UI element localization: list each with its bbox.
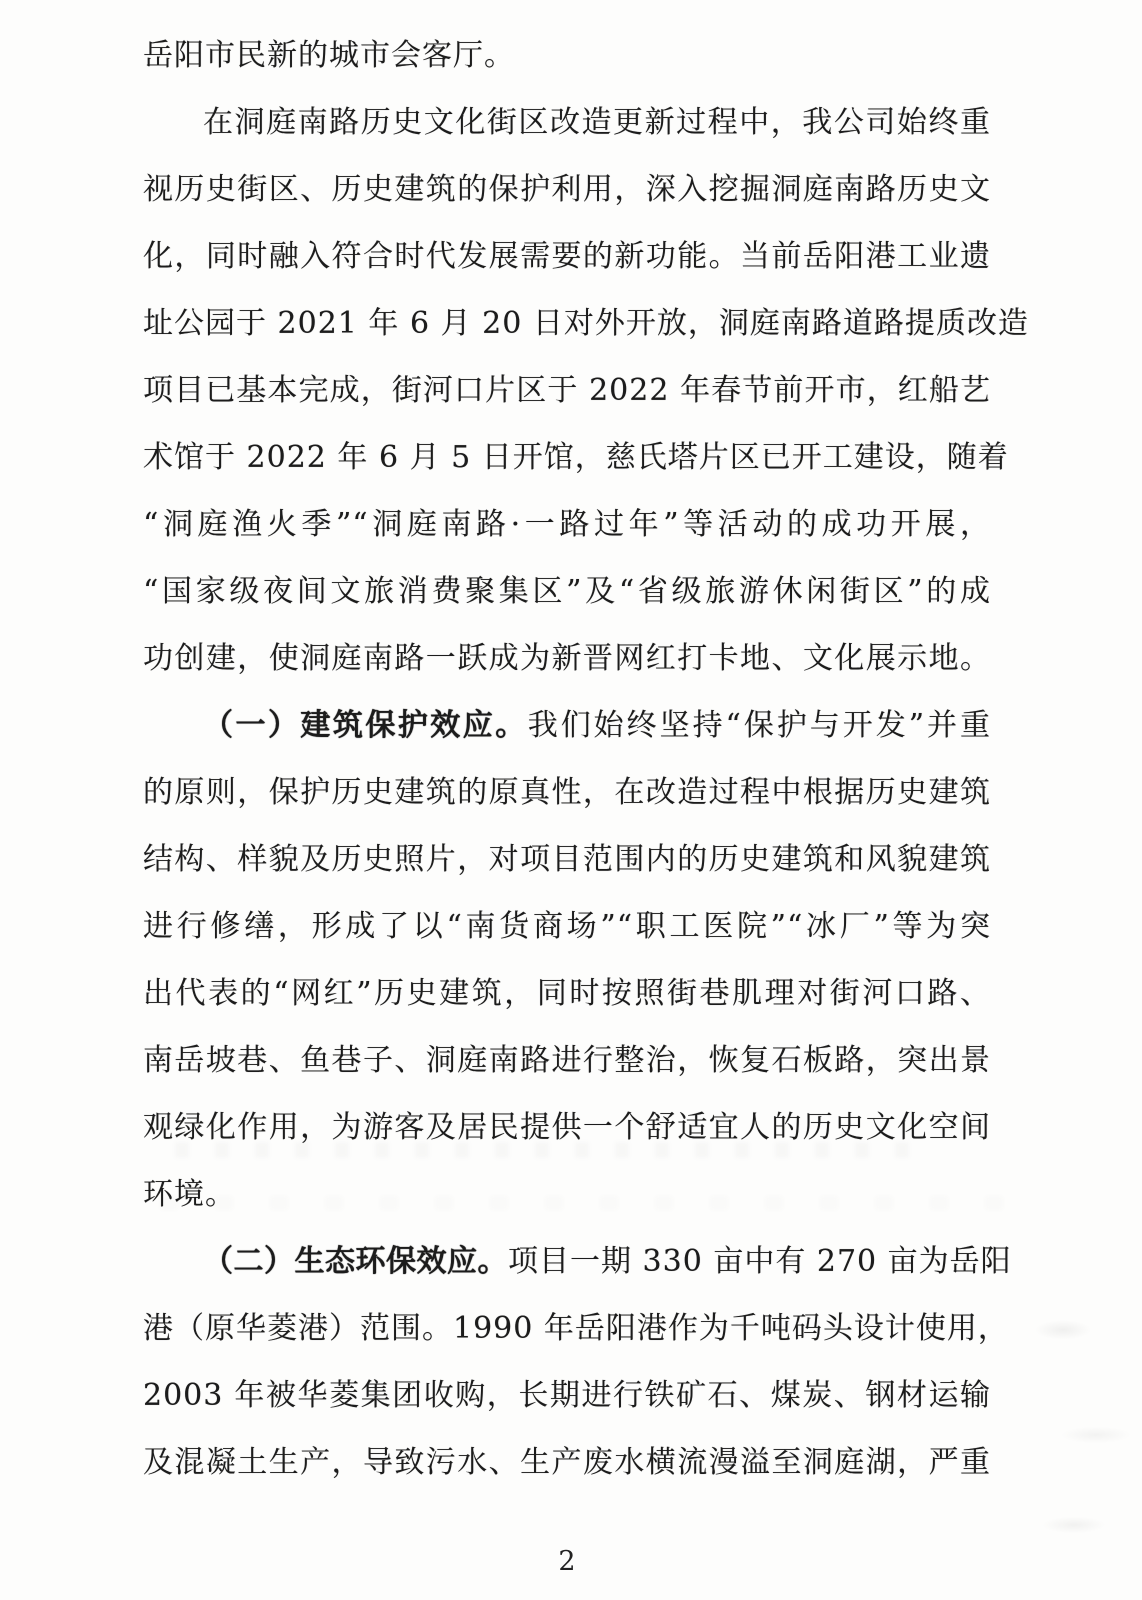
section-heading-building-protection: （一）建筑保护效应。	[203, 708, 528, 743]
line-text: 的原则，保护历史建筑的原真性，在改造过程中根据历史建筑	[143, 775, 991, 810]
line-text: 2003 年被华菱集团收购，长期进行铁矿石、煤炭、钢材运输	[143, 1378, 991, 1413]
page-number: 2	[558, 1546, 576, 1577]
text-line	[143, 692, 991, 759]
line-text: 化，同时融入符合时代发展需要的新功能。当前岳阳港工业遗	[143, 239, 991, 274]
line-text: 项目已基本完成，街河口片区于 2022 年春节前开市，红船艺	[143, 373, 991, 408]
section-heading-eco-protection: （二）生态环保效应。	[203, 1244, 508, 1279]
text-line	[143, 558, 991, 625]
line-text: 我们始终坚持“保护与开发”并重	[527, 708, 991, 743]
text-line	[143, 357, 991, 424]
line-text: 及混凝土生产，导致污水、生产废水横流漫溢至洞庭湖，严重	[143, 1445, 991, 1480]
text-line	[143, 960, 991, 1027]
line-text: 港（原华菱港）范围。1990 年岳阳港作为千吨码头设计使用，	[143, 1311, 1009, 1346]
document-body	[143, 22, 1029, 1496]
text-line	[143, 223, 991, 290]
line-text: 观绿化作用，为游客及居民提供一个舒适宜人的历史文化空间	[143, 1110, 991, 1145]
line-text: 南岳坡巷、鱼巷子、洞庭南路进行整治，恢复石板路，突出景	[143, 1043, 991, 1078]
line-text: 址公园于 2021 年 6 月 20 日对外开放，洞庭南路道路提质改造	[143, 306, 1029, 341]
line-text: 出代表的“网红”历史建筑，同时按照街巷肌理对街河口路、	[143, 976, 991, 1011]
line-text: “洞庭渔火季”“洞庭南路·一路过年”等活动的成功开展，	[143, 507, 991, 542]
line-text: 在洞庭南路历史文化街区改造更新过程中，我公司始终重	[203, 105, 991, 140]
text-line	[143, 893, 991, 960]
line-text: 视历史街区、历史建筑的保护利用，深入挖掘洞庭南路历史文	[143, 172, 991, 207]
text-line	[143, 625, 991, 692]
scan-smudge-artifact	[1030, 1270, 1140, 1570]
text-line	[143, 22, 991, 89]
line-text: 岳阳市民新的城市会客厅。	[143, 38, 515, 73]
text-line	[143, 1094, 991, 1161]
text-line	[143, 1027, 991, 1094]
line-text: 功创建，使洞庭南路一跃成为新晋网红打卡地、文化展示地。	[143, 641, 991, 676]
line-text: “国家级夜间文旅消费聚集区”及“省级旅游休闲街区”的成	[143, 574, 991, 609]
text-line	[143, 1362, 991, 1429]
line-text: 术馆于 2022 年 6 月 5 日开馆，慈氏塔片区已开工建设，随着	[143, 440, 1009, 475]
text-line	[143, 290, 1029, 357]
text-line	[143, 156, 991, 223]
text-line	[143, 1161, 991, 1228]
text-line	[143, 1429, 991, 1496]
text-line	[143, 491, 991, 558]
text-line	[143, 759, 991, 826]
line-text: 进行修缮，形成了以“南货商场”“职工医院”“冰厂”等为突	[143, 909, 991, 944]
text-line	[143, 1295, 1009, 1362]
line-text: 结构、样貌及历史照片，对项目范围内的历史建筑和风貌建筑	[143, 842, 991, 877]
text-line	[143, 826, 991, 893]
text-line	[143, 1228, 1012, 1295]
line-text: 项目一期 330 亩中有 270 亩为岳阳	[508, 1244, 1012, 1279]
line-text: 环境。	[143, 1177, 236, 1212]
text-line	[143, 424, 1009, 491]
text-line	[143, 89, 991, 156]
